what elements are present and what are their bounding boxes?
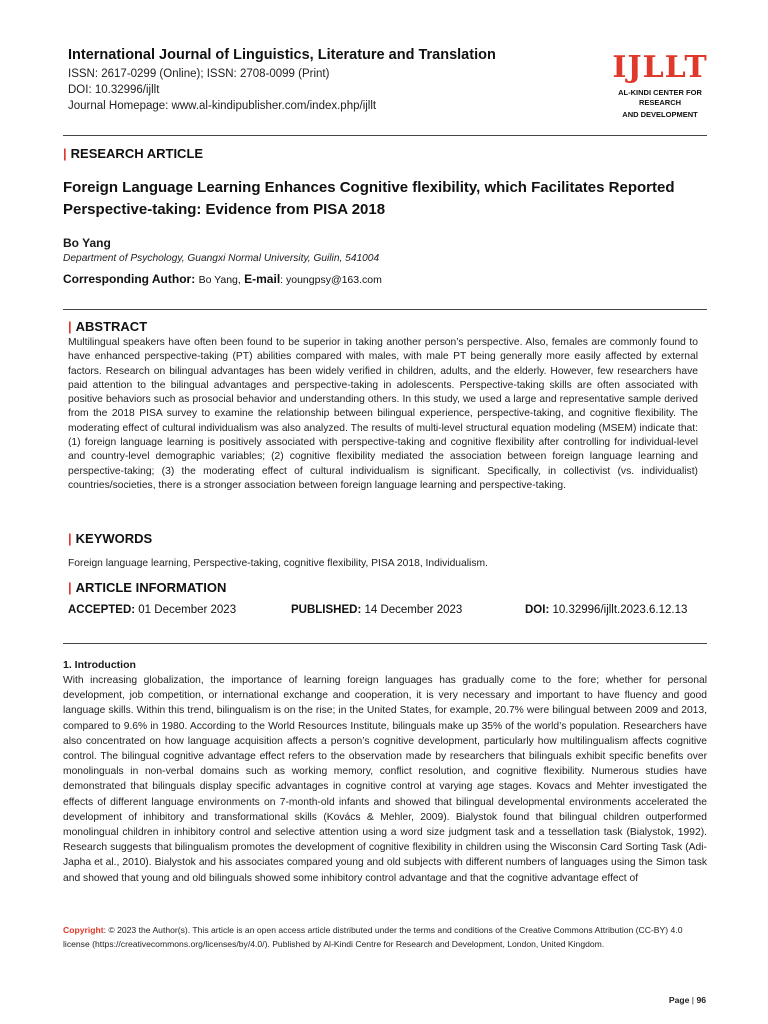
keywords-heading: | KEYWORDS — [68, 531, 153, 546]
journal-logo — [600, 50, 720, 120]
accepted-date: ACCEPTED: 01 December 2023 — [68, 604, 237, 616]
page-number: Page | 96 — [668, 995, 706, 1005]
email-label: E-mail — [244, 272, 281, 286]
journal-homepage[interactable]: Journal Homepage: www.al-kindipublisher.com/index.php/ijllt — [68, 100, 377, 112]
accent-bar: | — [63, 146, 67, 161]
article-info-heading: | ARTICLE INFORMATION — [68, 580, 227, 595]
header-rule — [63, 135, 707, 136]
copyright-label: Copyright — [63, 925, 104, 935]
published-date: PUBLISHED: 14 December 2023 — [291, 604, 463, 616]
corresponding-label: Corresponding Author: — [63, 272, 196, 286]
abstract-rule — [63, 309, 707, 310]
journal-title: International Journal of Linguistics, Literature and Translation — [68, 47, 496, 63]
copyright-notice — [63, 923, 707, 951]
logo-text: IJLLT — [612, 50, 708, 85]
accent-bar: | — [68, 319, 72, 334]
journal-issn: ISSN: 2617-0299 (Online); ISSN: 2708-0099 (Print) — [68, 68, 330, 80]
logo-line-1: AL-KINDI CENTER FOR RESEARCH — [618, 88, 702, 107]
author-affiliation: Department of Psychology, Guangxi Normal University, Guilin, 541004 — [63, 253, 380, 264]
introduction-heading: 1. Introduction — [63, 659, 136, 671]
corresponding-author — [63, 272, 382, 286]
abstract-text: Multilingual speakers have often been found to be superior in taking another person’s perspective. Also, females are commonly found to have enhanced perspective-taking (PT) abilities compared with males, with male PT being generally more easily affected by external factors. Research on bilingual advantages has been widely verified in children, adults, and the elderly. However, few researchers have paid attention to the bilingual advantages and perspective-taking in adolescents. Perspective-taking skills are often associated with positive behaviors such as prosocial behavior and understanding others. In this study, we used a large and representative sample derived from the 2018 PISA survey to examine the relationship between bilingual experience, perspective-taking, and cognitive flexibility. The moderating effect of cultural individualism was also analyzed. The results of multi-level structural equation modeling (MSEM) indicate that: (1) foreign language learning is positively associated with perspective-taking and cognitive flexibility after controlling for individual-level and country-level demographic variables; (2) cognitive flexibility mediated the association between foreign language learning and perspective-taking; (3) the moderating effect of cultural individualism is significant. Specifically, in collectivist (vs. individualist) countries/societies, there is a stronger association between foreign language learning and perspective-taking. — [68, 337, 698, 491]
accent-bar: | — [68, 580, 72, 595]
journal-doi: DOI: 10.32996/ijllt — [68, 84, 160, 96]
article-type: | RESEARCH ARTICLE — [63, 146, 204, 161]
article-doi[interactable]: DOI: 10.32996/ijllt.2023.6.12.13 — [525, 604, 688, 616]
corresponding-email[interactable]: : youngpsy@163.com — [280, 274, 382, 286]
author-name: Bo Yang — [63, 236, 111, 250]
intro-rule — [63, 643, 707, 644]
keywords-text: Foreign language learning, Perspective-taking, cognitive flexibility, PISA 2018, Individualism. — [68, 558, 488, 569]
corresponding-name: Bo Yang, — [198, 274, 241, 286]
copyright-text: : © 2023 the Author(s). This article is an open access article distributed under the terms and conditions of the Creative Commons Attribution (CC-BY) 4.0 license (https://creativecommons.org/licenses/by/4.0/). Published by Al-Kindi Centre for Research and Development, London, United Kingdom. — [63, 925, 683, 949]
article-title: Foreign Language Learning Enhances Cognitive flexibility, which Facilitates Reported Perspective-taking: Evidence from PISA 2018 — [63, 179, 675, 218]
accent-bar: | — [68, 531, 72, 546]
introduction-text: With increasing globalization, the importance of learning foreign languages has gradually come to the fore; whether for personal development, job competition, or international exchange and cooperation, it is very necessary and important to have fluency and good language skills. Within this trend, bilingualism is on the rise; in the United States, for example, 20.7% were bilingual between 2009 and 2013, compared to 9.6% in 1980. According to the World Resources Institute, bilinguals make up 35% of the world’s population. Researchers have also concentrated on how language acquisition affects a person’s cognitive development, particularly how multilingualism affects cognitive control. The bilingual cognitive advantage effect refers to the observation made by researchers that bilinguals exhibit specific benefits over monolinguals in non-verbal domains such as working memory, conflict resolution, and cognitive flexibility. Numerous studies have demonstrated that bilinguals display specific advantages in cognitive control at varying age stages. Kovacs and Mehter investigated the effects of different language environments on 7-month-old infants and showed that bilingual developmental environments accelerated the development of inhibitory and transformational skills (Kovács & Mehler, 2009). Bialystok found that bilingual children outperformed monolingual children in inhibitory control and selective attention using a word size judgment task and a tessellation task (Bialystok, 1992). Research suggests that bilingualism promotes the development of cognitive flexibility in children using the Wisconsin Card Sorting Task (Adi-Japha et al., 2010). Bialystok and his associates compared young and old subjects with different numbers of languages using the Simon task and showed that young and old bilinguals showed some inhibitory control advantage and that the cognitive advantage effect of — [63, 675, 707, 884]
logo-line-2: AND DEVELOPMENT — [622, 110, 698, 119]
abstract-heading: | ABSTRACT — [68, 319, 148, 334]
